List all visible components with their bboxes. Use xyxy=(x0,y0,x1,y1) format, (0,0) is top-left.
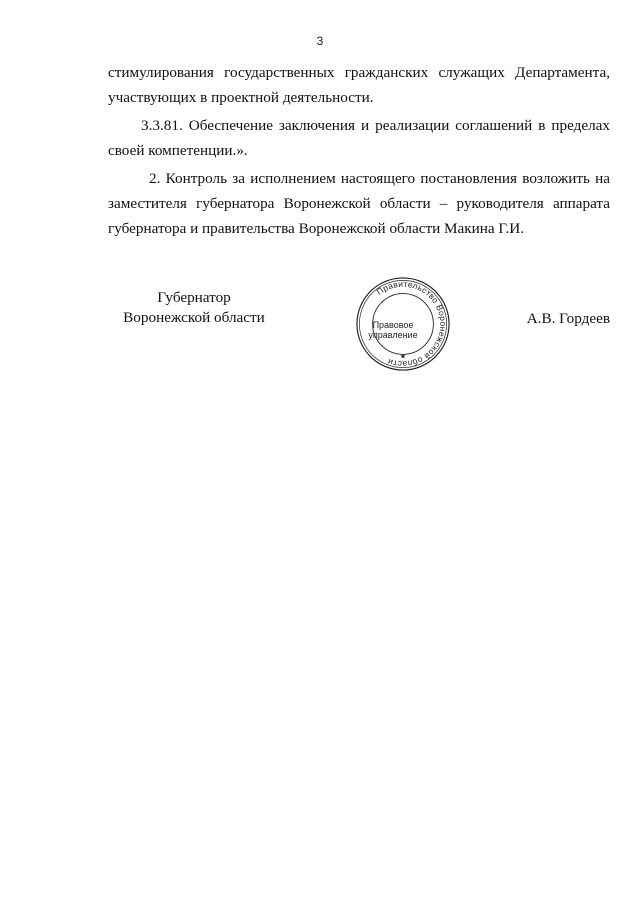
signature-block xyxy=(0,278,640,378)
paragraph-line: участвующих в проектной деятельности. xyxy=(108,89,374,106)
stamp-inner-line: управление xyxy=(368,330,418,340)
stamp-ring-text: Правительство Воронежской области xyxy=(374,278,449,370)
signatory-name: А.В. Гордеев xyxy=(526,310,610,327)
paragraph-line: стимулирования государственных гражданских служащих Департамента, xyxy=(108,64,610,81)
signatory-title-line: Воронежской области xyxy=(123,309,265,326)
clause-3-3-81: 3.3.81. Обеспечение заключения и реализации соглашений в пределах xyxy=(141,117,610,134)
stamp-inner-text xyxy=(360,320,426,340)
paragraph-line: заместителя губернатора Воронежской области – руководителя аппарата xyxy=(108,195,610,212)
stamp-star-icon: ★ xyxy=(399,353,407,361)
stamp-inner-line: Правовое xyxy=(372,320,414,330)
paragraph-line: своей компетенции.». xyxy=(108,142,248,159)
signatory-title xyxy=(114,288,274,328)
paragraph-line: губернатора и правительства Воронежской области Макина Г.И. xyxy=(108,220,525,237)
document-body xyxy=(108,60,610,241)
page-number: 3 xyxy=(316,34,324,48)
clause-2-control: 2. Контроль за исполнением настоящего постановления возложить на xyxy=(149,170,610,187)
signatory-title-line: Губернатор xyxy=(157,289,231,306)
